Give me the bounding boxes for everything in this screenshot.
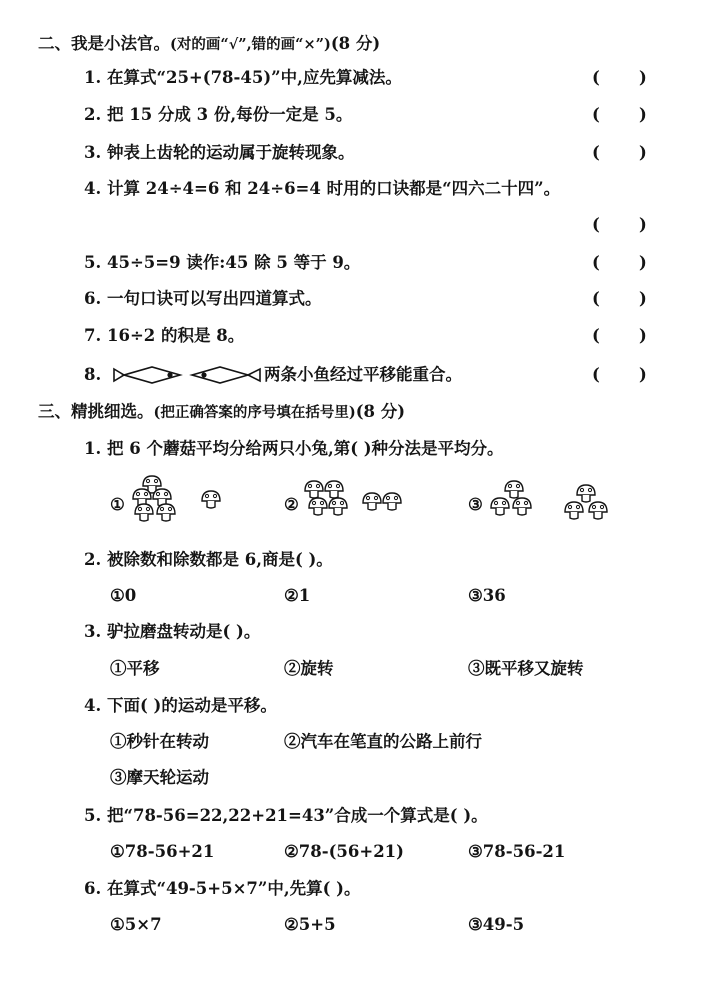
answer-paren-open-1[interactable]: ( [592,68,600,87]
section-3-title: 三、精挑细选。 [38,402,154,421]
answer-paren-close-6: ) [639,289,647,308]
choice-question-4 [84,695,277,717]
option-2-label[interactable]: ②78-(56+21) [284,842,404,861]
item-number: 2. [84,105,102,124]
option-2-label[interactable]: ② [284,495,299,514]
option-1-label[interactable]: ①秒针在转动 [110,732,209,751]
item-text: 把 15 分成 3 份,每份一定是 5。 [106,105,353,124]
item-text: 在算式“25+(78-45)”中,应先算减法。 [106,68,402,87]
section-3-score: (8 分) [355,402,406,421]
answer-paren-close-8: ) [639,365,647,384]
item-number: 1. [84,68,102,87]
question-text: 把“78-56=22,22+21=43”合成一个算式是( )。 [106,806,488,825]
judge-item-8-text: 两条小鱼经过平移能重合。 [264,365,462,384]
option-2-label[interactable]: ②5+5 [284,915,336,934]
option-2-label[interactable]: ②1 [284,586,311,605]
answer-paren-open-2[interactable]: ( [592,105,600,124]
answer-paren-open-8[interactable]: ( [592,365,600,384]
option-2-label[interactable]: ②汽车在笔直的公路上前行 [284,732,482,751]
question-number: 1. [84,439,102,458]
choice-question-6 [84,878,360,900]
option-2-label[interactable]: ②旋转 [284,659,334,678]
question-text: 在算式“49-5+5×7”中,先算( )。 [106,879,361,898]
section-2-subtitle: (对的画“√”,错的画“×”) [170,36,331,53]
option-3-label[interactable]: ③摩天轮运动 [110,768,209,787]
answer-paren-open-7[interactable]: ( [592,326,600,345]
item-text: 16÷2 的积是 8。 [106,326,245,345]
choice-question-2 [84,549,333,571]
answer-paren-close-1: ) [639,68,647,87]
item-number: 7. [84,326,102,345]
question-number: 2. [84,550,102,569]
answer-paren-open-6[interactable]: ( [592,289,600,308]
section-3-subtitle: (把正确答案的序号填在括号里) [153,404,356,421]
answer-paren-close-7: ) [639,326,647,345]
answer-paren-close-5: ) [639,253,647,272]
option-1-label[interactable]: ①平移 [110,659,160,678]
mushroom-group-3a-icon [491,481,531,515]
answer-paren-close-3: ) [639,143,647,162]
option-1-label[interactable]: ①0 [110,586,137,605]
answer-paren-open-5[interactable]: ( [592,253,600,272]
mushroom-group-3b-icon [565,485,607,519]
question-number: 5. [84,806,102,825]
item-number: 8. [84,365,102,384]
question-text: 被除数和除数都是 6,商是( )。 [106,550,333,569]
item-text: 45÷5=9 读作:45 除 5 等于 9。 [106,253,361,272]
option-1-label[interactable]: ① [110,495,125,514]
option-3-label[interactable]: ③ [468,495,483,514]
question-text: 下面( )的运动是平移。 [106,696,277,715]
answer-paren-close-2: ) [639,105,647,124]
section-2-title: 二、我是小法官。 [38,34,170,53]
question-number: 6. [84,879,102,898]
choice-question-5 [84,805,488,827]
item-text: 钟表上齿轮的运动属于旋转现象。 [106,143,355,162]
mushroom-group-2a-icon [305,481,347,515]
choice-question-3 [84,621,260,643]
item-number: 5. [84,253,102,272]
mushroom-group-1a-icon [133,476,175,521]
option-3-label[interactable]: ③36 [468,586,506,605]
mushroom-group-1b-icon [202,491,220,508]
question-number: 4. [84,696,102,715]
question-number: 3. [84,622,102,641]
item-number: 3. [84,143,102,162]
item-text: 一句口诀可以写出四道算式。 [106,289,322,308]
section-2-score: (8 分) [330,34,381,53]
option-3-label[interactable]: ③78-56-21 [468,842,566,861]
question-text: 驴拉磨盘转动是( )。 [106,622,261,641]
answer-paren-open-3[interactable]: ( [592,143,600,162]
answer-paren-open-4[interactable]: ( [592,215,600,234]
option-3-label[interactable]: ③49-5 [468,915,525,934]
option-1-label[interactable]: ①5×7 [110,915,162,934]
mushroom-group-2b-icon [363,493,401,510]
item-number: 4. [84,179,102,198]
item-number: 6. [84,289,102,308]
item-text: 计算 24÷4=6 和 24÷6=4 时用的口诀都是“四六二十四”。 [106,179,561,198]
answer-paren-close-4: ) [639,215,647,234]
question-text: 把 6 个蘑菇平均分给两只小兔,第( )种分法是平均分。 [106,439,504,458]
option-1-label[interactable]: ①78-56+21 [110,842,215,861]
option-3-label[interactable]: ③既平移又旋转 [468,659,584,678]
